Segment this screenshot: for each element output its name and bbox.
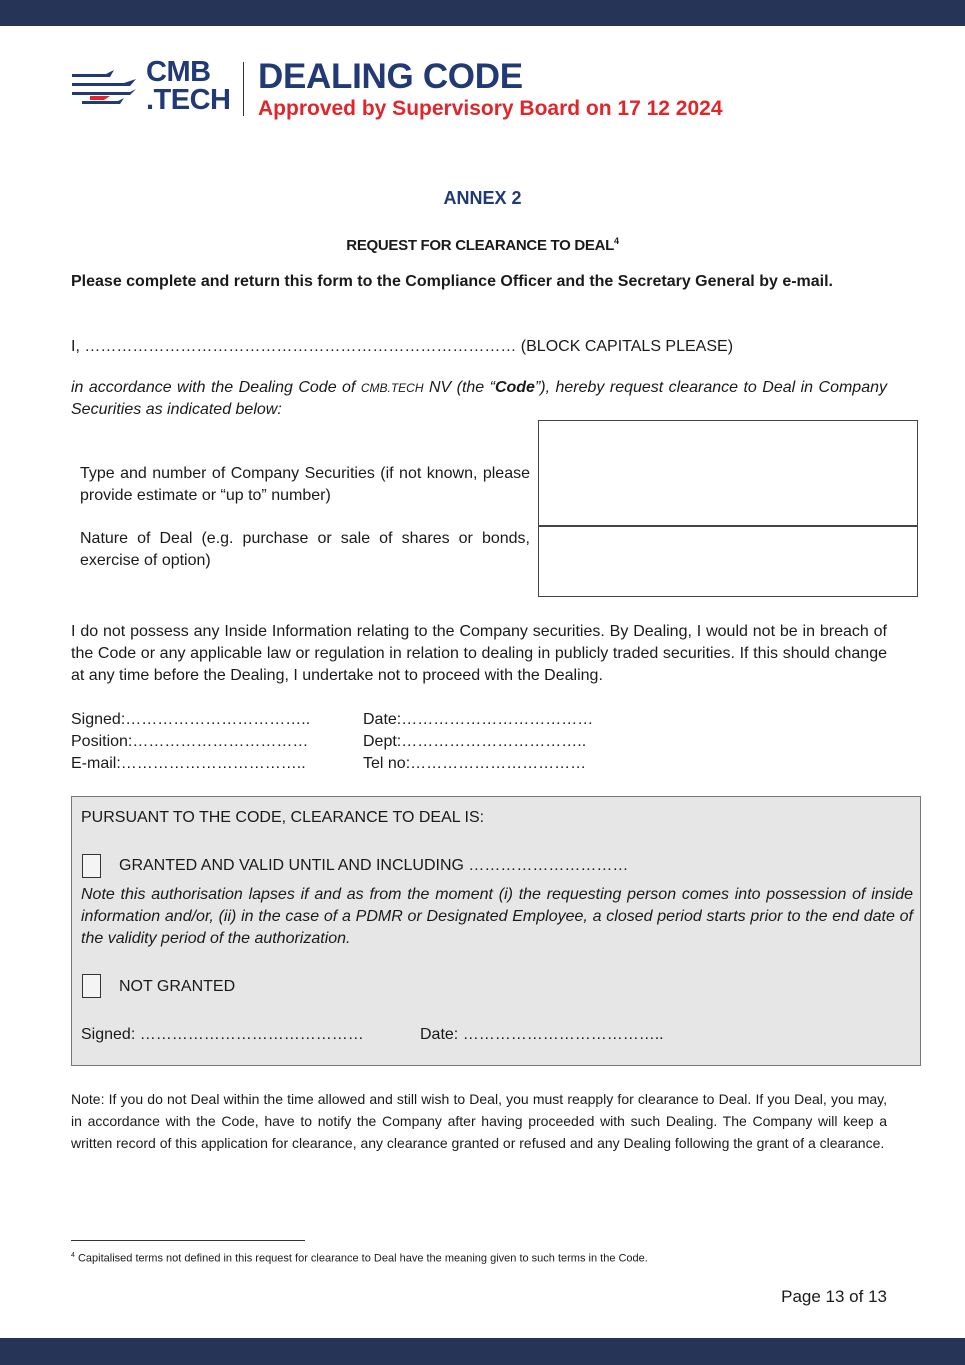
- annex-label: ANNEX 2: [443, 188, 522, 208]
- position-field[interactable]: Position:……………………………: [71, 733, 309, 750]
- note-text: Note: If you do not Deal within the time allowed and still wish to Deal, you must reapply for clearance to Deal. If you Deal, you may, in accordance with the Code, have to notify the Company after having proceeded with such Dealing. The Company will keep a written record of this application for clearance, any clearance granted or refused and any Dealing following the grant of a clearance.: [71, 1091, 887, 1151]
- name-line: [71, 336, 887, 358]
- field-label-securities: Type and number of Company Securities (if not known, please provide estimate or “up to” number): [80, 465, 530, 504]
- request-title: [0, 236, 965, 254]
- name-field[interactable]: I, ………………………………………………………………………: [71, 338, 517, 355]
- clearance-box: [71, 796, 921, 1066]
- securities-table: [71, 420, 919, 597]
- company-name: CMB.TECH: [360, 381, 424, 395]
- footnote-text: Capitalised terms not defined in this request for clearance to Deal have the meaning given to such terms in the Code.: [77, 1252, 648, 1265]
- logo-line2: .TECH: [146, 84, 231, 116]
- request-title-text: REQUEST FOR CLEARANCE TO DEAL: [346, 237, 614, 254]
- not-granted-label: NOT GRANTED: [119, 978, 236, 995]
- page-number: Page 13 of 13: [781, 1287, 887, 1306]
- tel-field[interactable]: Tel no:……………………………: [363, 755, 587, 772]
- field-input-nature[interactable]: [538, 525, 918, 597]
- granted-label: GRANTED AND VALID UNTIL AND INCLUDING …………………………: [119, 857, 629, 874]
- footnote-divider: [71, 1240, 305, 1241]
- request-part1: in accordance with the Dealing Code of: [71, 379, 361, 396]
- document-subtitle: Approved by Supervisory Board on 17 12 2024: [258, 97, 723, 120]
- declaration-text: I do not possess any Inside Information relating to the Company securities. By Dealing, I would not be in breach of the Code or any applicable law or regulation in relation to dealing in publicly traded securities. If this should change at any time before the Dealing, I undertake not to proceed with the Dealing.: [71, 623, 887, 684]
- header-divider: [243, 62, 244, 116]
- instruction-text: Please complete and return this form to the Compliance Officer and the Secretary General by e-mail.: [71, 273, 833, 290]
- clearance-date-field[interactable]: Date: ………………………………..: [420, 1026, 664, 1043]
- logo-wordmark: [146, 58, 231, 114]
- cmb-tech-logo-icon: [70, 66, 138, 110]
- clearance-signed-field[interactable]: Signed: ……………………………………: [81, 1026, 364, 1043]
- request-statement: [71, 377, 887, 421]
- footnote-ref: 4: [613, 236, 619, 246]
- logo-line1: CMB: [146, 56, 211, 88]
- footnote: [71, 1252, 648, 1265]
- date-field[interactable]: Date:………………………………: [363, 711, 594, 728]
- granted-checkbox[interactable]: [82, 854, 101, 878]
- email-field[interactable]: E-mail:……………………………..: [71, 755, 306, 772]
- clearance-heading: PURSUANT TO THE CODE, CLEARANCE TO DEAL IS:: [81, 809, 485, 826]
- code-term: Code: [494, 379, 535, 396]
- field-label-nature: Nature of Deal (e.g. purchase or sale of shares or bonds, exercise of option): [80, 530, 530, 569]
- granted-note: Note this authorisation lapses if and as from the moment (i) the requesting person comes into possession of inside information and/or, (ii) in the case of a PDMR or Designated Employee, a closed period starts prior to the end date of the validity period of the authorization.: [81, 886, 913, 947]
- signed-field[interactable]: Signed:……………………………..: [71, 711, 311, 728]
- block-capitals-hint: (BLOCK CAPITALS PLEASE): [520, 338, 734, 355]
- top-band: [0, 0, 965, 26]
- bottom-band: [0, 1338, 965, 1365]
- request-part3: ”), hereby request clearance to Deal in Company Securities as indicated below:: [71, 379, 887, 418]
- footnote-number: 4: [71, 1252, 75, 1259]
- field-input-securities[interactable]: [538, 420, 918, 527]
- not-granted-checkbox[interactable]: [82, 974, 101, 998]
- document-title: DEALING CODE: [258, 57, 523, 96]
- dept-field[interactable]: Dept:……………………………..: [363, 733, 587, 750]
- request-part2: NV (the “: [423, 379, 495, 396]
